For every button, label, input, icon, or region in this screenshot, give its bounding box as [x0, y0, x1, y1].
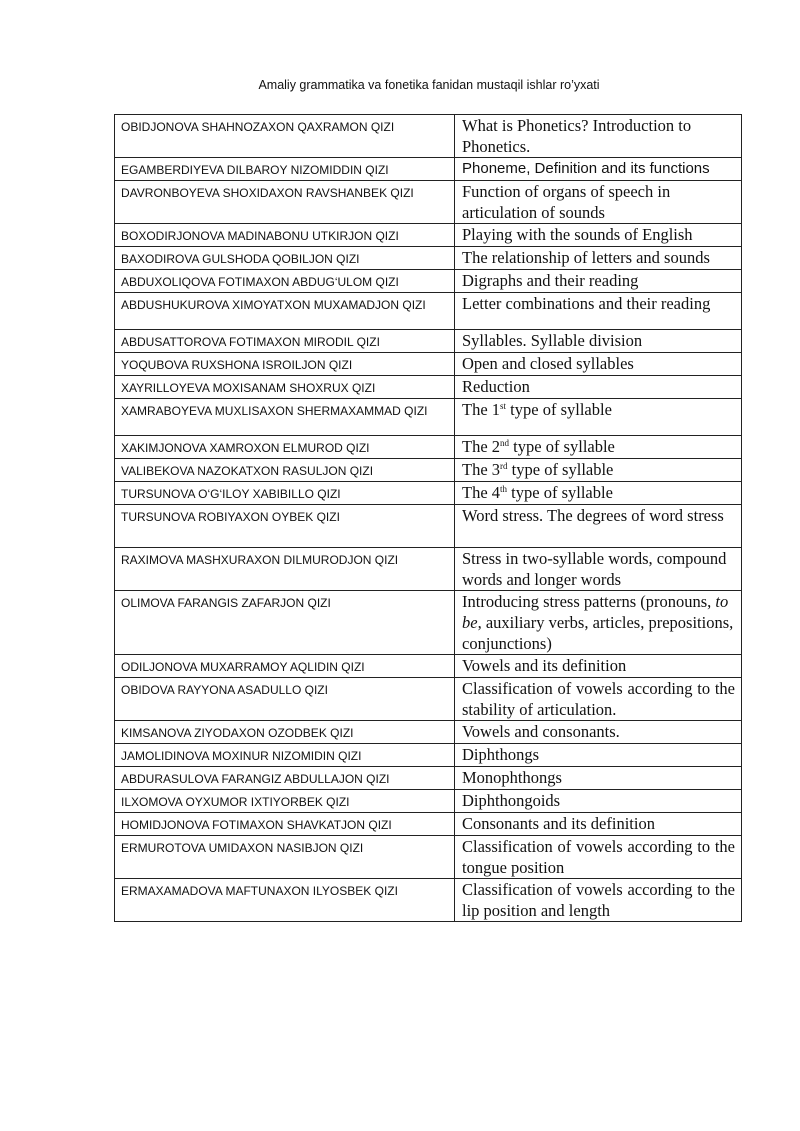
- topic: Classification of vowels according to the tongue position: [455, 836, 742, 879]
- table-row: [115, 744, 742, 767]
- topic: Vowels and its definition: [455, 655, 742, 678]
- student-name: KIMSANOVA ZIYODAXON OZODBEK QIZI: [115, 721, 455, 744]
- student-name: EGAMBERDIYEVA DILBAROY NIZOMIDDIN QIZI: [115, 158, 455, 181]
- student-name: RAXIMOVA MASHXURAXON DILMURODJON QIZI: [115, 548, 455, 591]
- table-row: [115, 158, 742, 181]
- topic: [455, 591, 742, 655]
- table-row: [115, 505, 742, 548]
- table-row: [115, 115, 742, 158]
- student-name: HOMIDJONOVA FOTIMAXON SHAVKATJON QIZI: [115, 813, 455, 836]
- topic: Diphthongs: [455, 744, 742, 767]
- table-row: [115, 548, 742, 591]
- ordinal-suffix: st: [500, 401, 507, 411]
- topic: Classification of vowels according to the stability of articulation.: [455, 678, 742, 721]
- student-name: ABDUSATTOROVA FOTIMAXON MIRODIL QIZI: [115, 330, 455, 353]
- topic: Reduction: [455, 376, 742, 399]
- table-row: [115, 181, 742, 224]
- topic: Stress in two-syllable words, compound words and longer words: [455, 548, 742, 591]
- student-name: BOXODIRJONOVA MADINABONU UTKIRJON QIZI: [115, 224, 455, 247]
- topic-text: type of syllable: [507, 460, 614, 479]
- topic: Function of organs of speech in articulation of sounds: [455, 181, 742, 224]
- topic: [455, 482, 742, 505]
- ordinal-suffix: nd: [500, 438, 510, 448]
- table-row: [115, 879, 742, 922]
- table-row: [115, 591, 742, 655]
- topic-text: The 4: [462, 483, 501, 502]
- student-name: ABDUXOLIQOVA FOTIMAXON ABDUG‘ULOM QIZI: [115, 270, 455, 293]
- student-name: OBIDOVA RAYYONA ASADULLO QIZI: [115, 678, 455, 721]
- table-row: [115, 376, 742, 399]
- table-row: [115, 482, 742, 505]
- topic: Consonants and its definition: [455, 813, 742, 836]
- student-name: XAKIMJONOVA XAMROXON ELMUROD QIZI: [115, 436, 455, 459]
- topic: Word stress. The degrees of word stress: [455, 505, 742, 548]
- table-row: [115, 293, 742, 330]
- table-row: [115, 224, 742, 247]
- ordinal-suffix: th: [500, 484, 508, 494]
- topic: Digraphs and their reading: [455, 270, 742, 293]
- topic: Letter combinations and their reading: [455, 293, 742, 330]
- student-name: OLIMOVA FARANGIS ZAFARJON QIZI: [115, 591, 455, 655]
- student-name: DAVRONBOYEVA SHOXIDAXON RAVSHANBEK QIZI: [115, 181, 455, 224]
- topic: Monophthongs: [455, 767, 742, 790]
- student-name: ERMAXAMADOVA MAFTUNAXON ILYOSBEK QIZI: [115, 879, 455, 922]
- table-row: [115, 813, 742, 836]
- topic: Vowels and consonants.: [455, 721, 742, 744]
- table-row: [115, 247, 742, 270]
- topic-text: Introducing stress patterns (pronouns,: [462, 592, 716, 611]
- topic: Playing with the sounds of English: [455, 224, 742, 247]
- student-name: ODILJONOVA MUXARRAMOY AQLIDIN QIZI: [115, 655, 455, 678]
- table-row: [115, 836, 742, 879]
- table-row: [115, 399, 742, 436]
- topic: [455, 399, 742, 436]
- table-row: [115, 436, 742, 459]
- student-name: VALIBEKOVA NAZOKATXON RASULJON QIZI: [115, 459, 455, 482]
- student-name: ABDURASULOVA FARANGIZ ABDULLAJON QIZI: [115, 767, 455, 790]
- table-row: [115, 790, 742, 813]
- student-name: JAMOLIDINOVA MOXINUR NIZOMIDIN QIZI: [115, 744, 455, 767]
- table-row: [115, 270, 742, 293]
- student-name: XAMRABOYEVA MUXLISAXON SHERMAXAMMAD QIZI: [115, 399, 455, 436]
- topic: The relationship of letters and sounds: [455, 247, 742, 270]
- table-row: [115, 330, 742, 353]
- topic-text: The 1: [462, 400, 501, 419]
- student-name: YOQUBOVA RUXSHONA ISROILJON QIZI: [115, 353, 455, 376]
- table-row: [115, 459, 742, 482]
- topic: Phoneme, Definition and its functions: [455, 158, 742, 181]
- student-name: TURSUNOVA O‘G‘ILOY XABIBILLO QIZI: [115, 482, 455, 505]
- table-row: [115, 767, 742, 790]
- page-title: Amaliy grammatika va fonetika fanidan mustaqil ishlar ro’yxati: [258, 78, 600, 92]
- topic: [455, 436, 742, 459]
- topic-text: type of syllable: [506, 400, 612, 419]
- topic: Classification of vowels according to the lip position and length: [455, 879, 742, 922]
- student-name: OBIDJONOVA SHAHNOZAXON QAXRAMON QIZI: [115, 115, 455, 158]
- topic: Diphthongoids: [455, 790, 742, 813]
- table-row: [115, 353, 742, 376]
- student-name: XAYRILLOYEVA MOXISANAM SHOXRUX QIZI: [115, 376, 455, 399]
- topic-text: type of syllable: [507, 483, 613, 502]
- topic-text: , auxiliary verbs, articles, prepositions, conjunctions): [462, 613, 734, 653]
- topic-text: The 2: [462, 437, 501, 456]
- student-name: ABDUSHUKUROVA XIMOYATXON MUXAMADJON QIZI: [115, 293, 455, 330]
- student-name: BAXODIROVA GULSHODA QOBILJON QIZI: [115, 247, 455, 270]
- topic-emphasis: to be: [462, 592, 729, 632]
- table-row: [115, 678, 742, 721]
- topic: Open and closed syllables: [455, 353, 742, 376]
- topic: Syllables. Syllable division: [455, 330, 742, 353]
- student-name: ERMUROTOVA UMIDAXON NASIBJON QIZI: [115, 836, 455, 879]
- ordinal-suffix: rd: [500, 461, 508, 471]
- student-name: ILXOMOVA OYXUMOR IXTIYORBEK QIZI: [115, 790, 455, 813]
- assignment-table: [114, 114, 742, 922]
- topic: [455, 459, 742, 482]
- student-name: TURSUNOVA ROBIYAXON OYBEK QIZI: [115, 505, 455, 548]
- table-row: [115, 655, 742, 678]
- topic-text: type of syllable: [509, 437, 615, 456]
- table-row: [115, 721, 742, 744]
- topic: What is Phonetics? Introduction to Phonetics.: [455, 115, 742, 158]
- topic-text: The 3: [462, 460, 501, 479]
